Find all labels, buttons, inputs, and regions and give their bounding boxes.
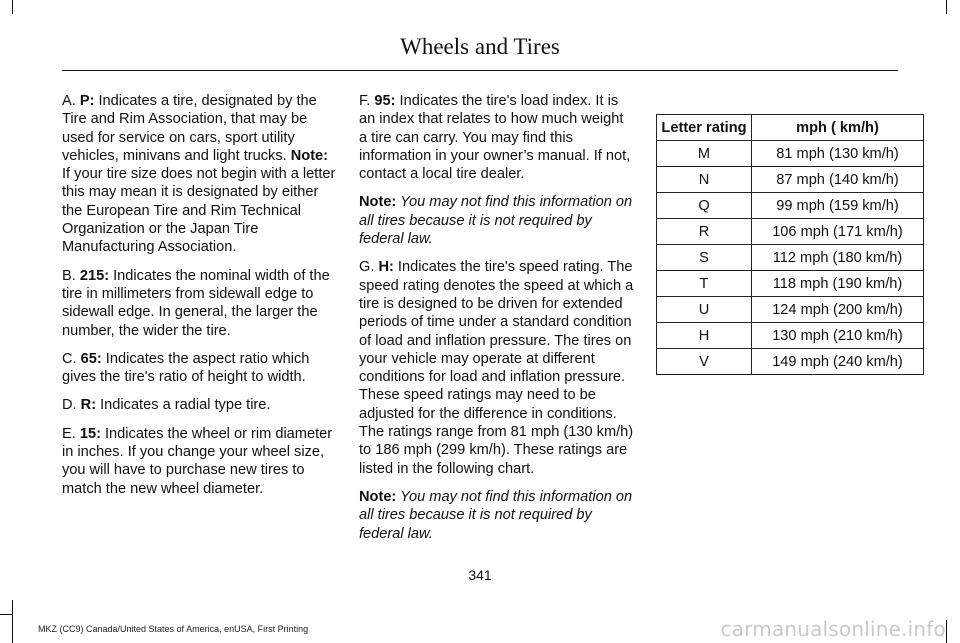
speed-rating-table [656, 114, 924, 375]
middle-column [359, 92, 635, 553]
note-federal-law-2: Note: You may not find this information on all tires because it is not required by federal law. [359, 488, 633, 542]
table-header-row [657, 115, 924, 141]
item-g: G. H: Indicates the tire's speed rating. The speed rating denotes the speed at which a tire is designed to be driven for extended periods of time under a standard condition of load and inflation pressure. The tires on your vehicle may operate at different conditions for load and inflation pressure. These speed ratings may need to be adjusted for the difference in conditions. The ratings range from 81 mph (130 km/h) to 186 mph (299 km/h). These ratings are listed in the following chart. [359, 259, 634, 477]
item-e: E. 15: Indicates the wheel or rim diameter in inches. If you change your wheel size, you will have to purchase new tires to match the new wheel diameter. [62, 425, 333, 497]
speed-header: mph ( km/h) [752, 115, 924, 141]
speed-cell: 124 mph (200 km/h) [752, 297, 924, 323]
letter-cell: N [657, 167, 752, 193]
table-row [657, 271, 924, 297]
table-row [657, 323, 924, 349]
page-number: 341 [468, 567, 492, 583]
table-row [657, 141, 924, 167]
table-row [657, 349, 924, 375]
letter-rating-header: Letter rating [657, 115, 752, 141]
crop-mark-bottom-left-v [12, 600, 13, 643]
speed-cell: 106 mph (171 km/h) [752, 219, 924, 245]
speed-cell: 130 mph (210 km/h) [752, 323, 924, 349]
watermark: carmanualsonline.info [720, 617, 946, 641]
speed-cell: 118 mph (190 km/h) [752, 271, 924, 297]
table-row [657, 219, 924, 245]
crop-mark-bottom-left-h [0, 614, 12, 615]
table-row [657, 245, 924, 271]
speed-cell: 81 mph (130 km/h) [752, 141, 924, 167]
item-a: A. P: Indicates a tire, designated by the Tire and Rim Association, that may be used for service on cars, sport utility vehicles, minivans and light trucks. Note: If your tire size does not begin with a letter this may mean it is designated by either the European Tire and Rim Technical Organization or the Japan Tire Manufacturing Association. [62, 93, 336, 256]
speed-cell: 99 mph (159 km/h) [752, 193, 924, 219]
letter-cell: Q [657, 193, 752, 219]
item-f: F. 95: Indicates the tire's load index. It is an index that relates to how much weight a tire can carry. You may find this information in your owner’s manual. If not, contact a local tire dealer. [359, 93, 631, 183]
footer-text: MKZ (CC9) Canada/United States of America, enUSA, First Printing [38, 624, 309, 634]
header-divider [62, 70, 898, 71]
letter-cell: H [657, 323, 752, 349]
left-column [62, 92, 338, 508]
table-row [657, 297, 924, 323]
letter-cell: R [657, 219, 752, 245]
table-row [657, 193, 924, 219]
item-c: C. 65: Indicates the aspect ratio which gives the tire's ratio of height to width. [62, 350, 310, 386]
letter-cell: S [657, 245, 752, 271]
page-title: Wheels and Tires [400, 34, 560, 59]
letter-cell: T [657, 271, 752, 297]
crop-mark-top-left [12, 0, 13, 14]
table-row [657, 167, 924, 193]
speed-cell: 112 mph (180 km/h) [752, 245, 924, 271]
crop-mark-bottom-right-v [946, 620, 947, 643]
note-federal-law-1: Note: You may not find this information on all tires because it is not required by federal law. [359, 194, 633, 248]
letter-cell: U [657, 297, 752, 323]
letter-cell: M [657, 141, 752, 167]
letter-cell: V [657, 349, 752, 375]
crop-mark-top-right [946, 0, 947, 14]
speed-cell: 87 mph (140 km/h) [752, 167, 924, 193]
item-b: B. 215: Indicates the nominal width of the tire in millimeters from sidewall edge to sidewall edge. In general, the larger the number, the wider the tire. [62, 267, 330, 339]
speed-cell: 149 mph (240 km/h) [752, 349, 924, 375]
item-d: D. R: Indicates a radial type tire. [62, 397, 271, 414]
